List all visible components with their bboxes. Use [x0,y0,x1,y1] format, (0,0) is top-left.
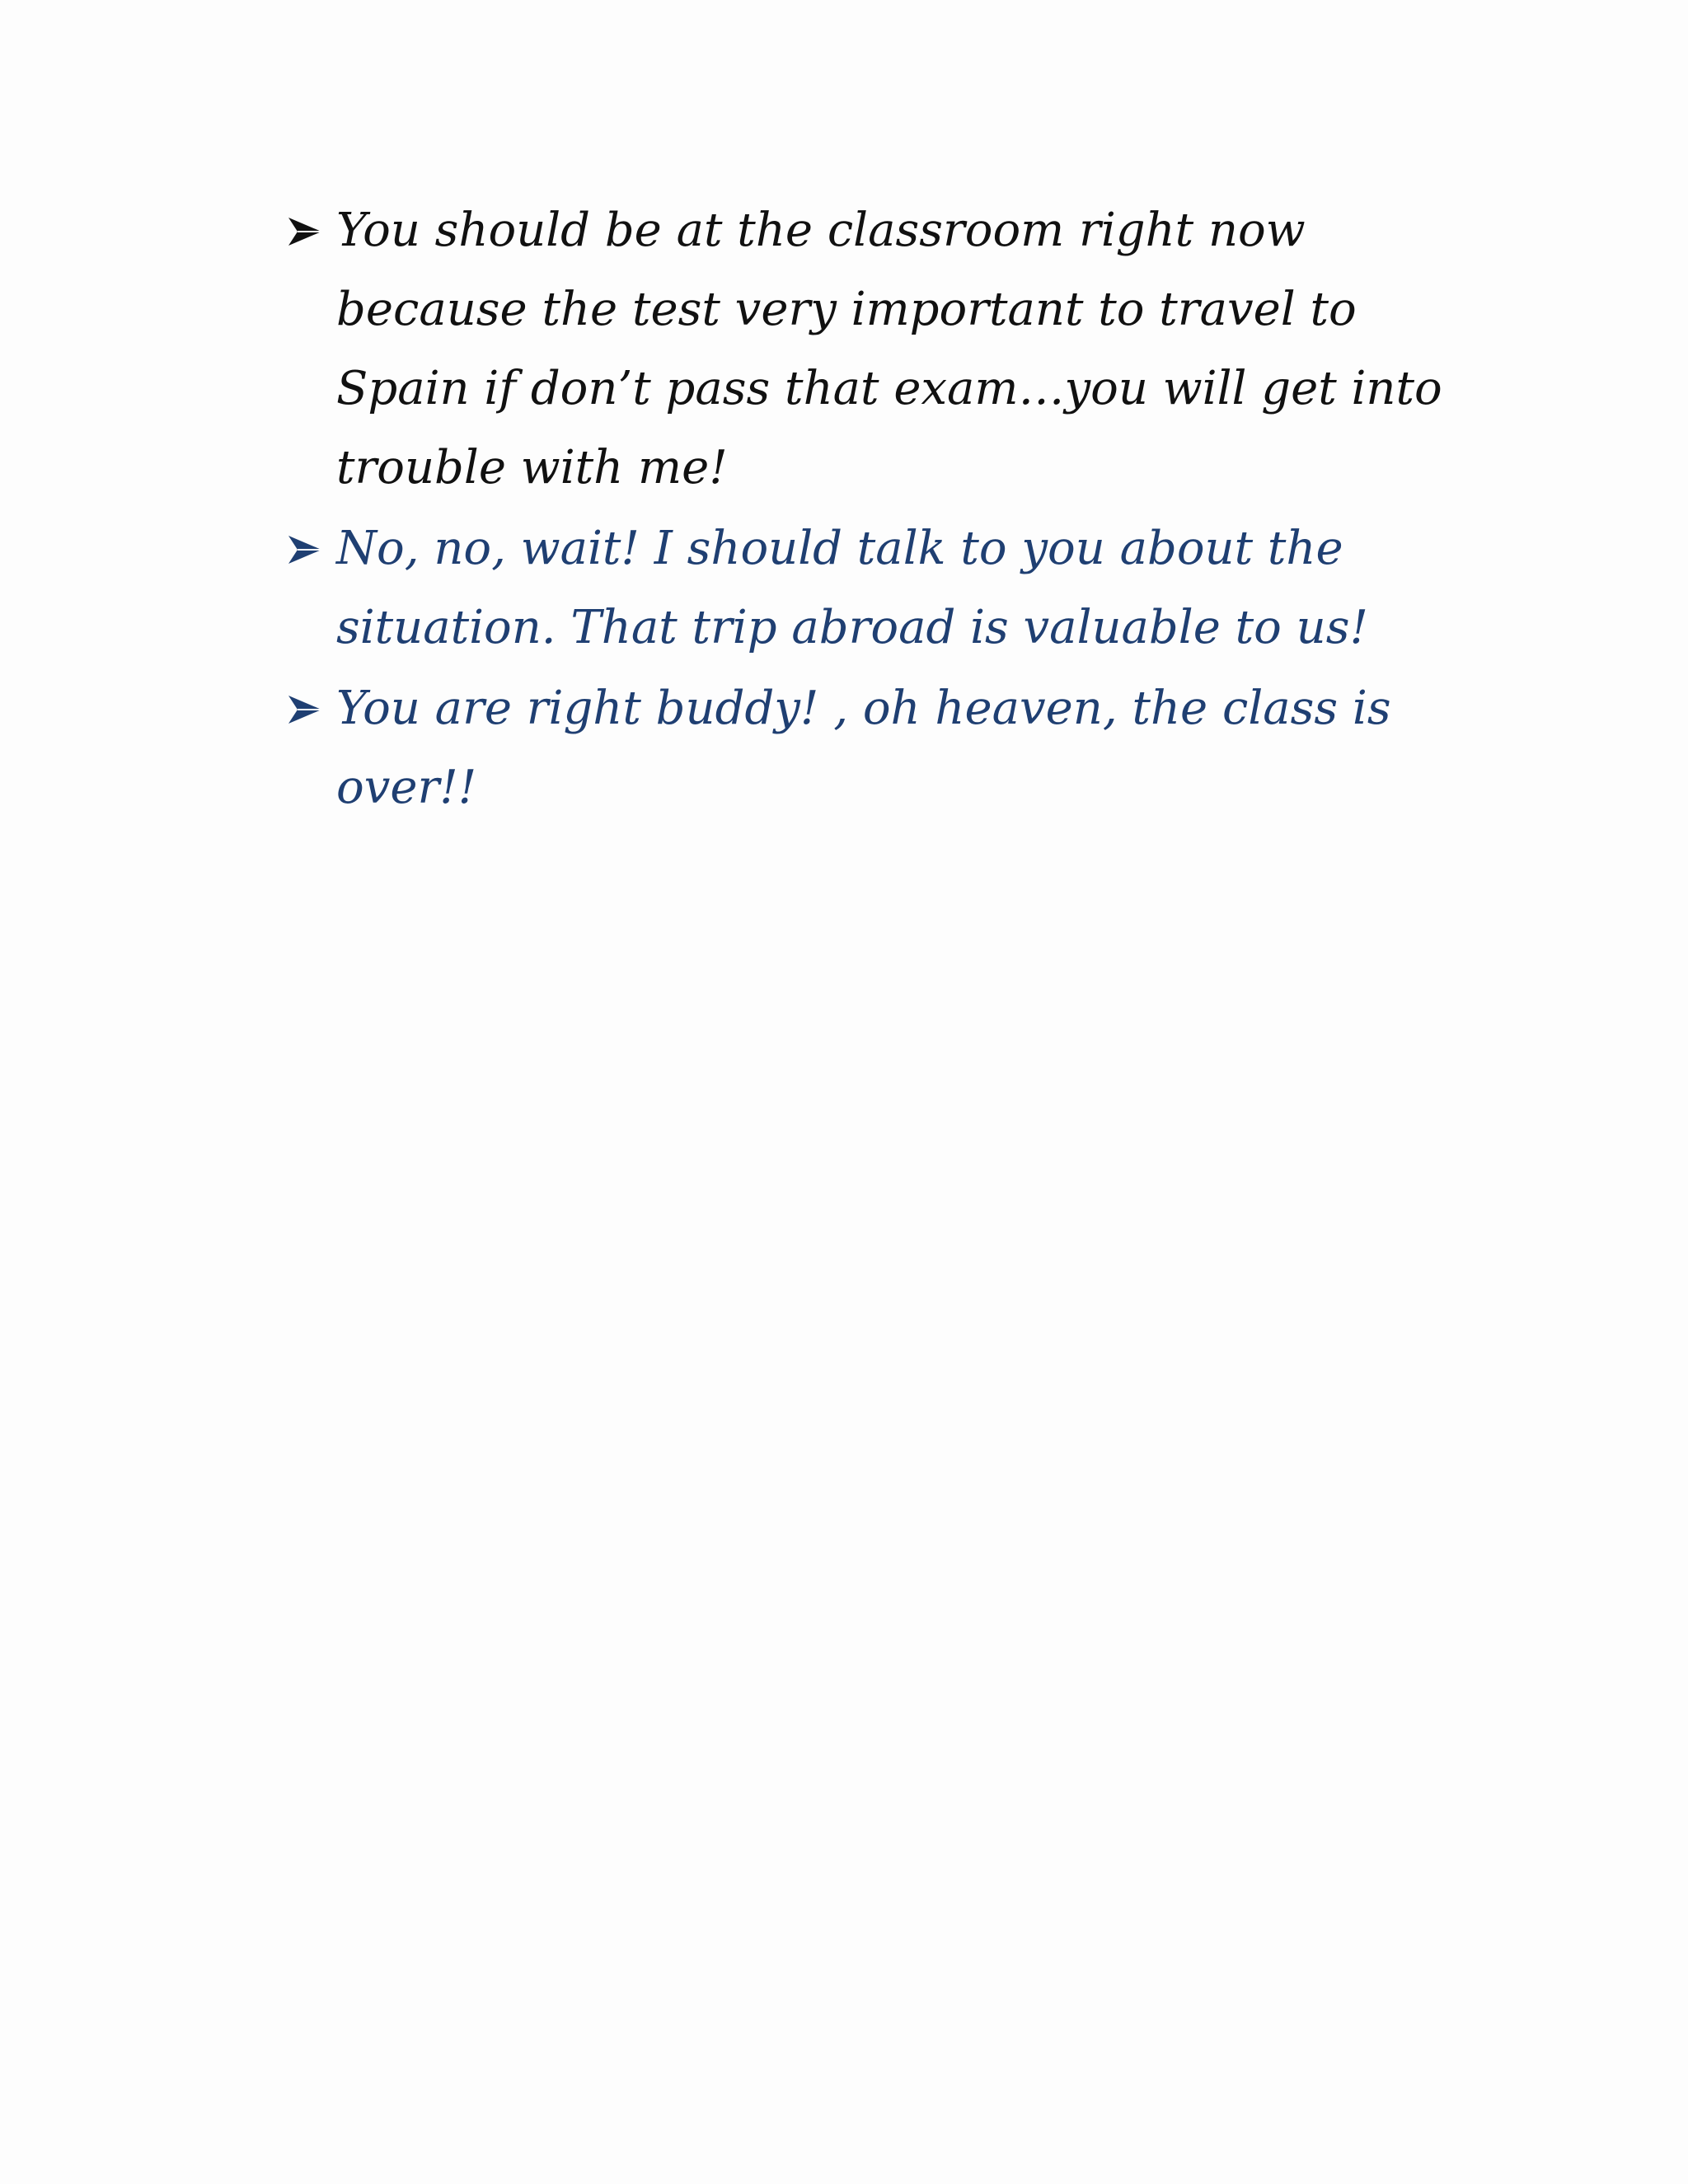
bullet-text: You should be at the classroom right now because the test very important to travel to Spain if don’t pass that exam…you will get into trouble with me! [336,204,1442,494]
bullet-item-3 [280,669,1451,827]
bullet-item-2 [280,509,1451,668]
arrowhead-bullet-icon [287,694,323,725]
bullet-item-1 [280,191,1451,508]
bullet-text: No, no, wait! I should talk to you about the situation. That trip abroad is valuable to us! [336,522,1368,654]
arrowhead-bullet-icon [287,534,323,565]
dialogue-bullet-list [280,191,1451,829]
arrowhead-bullet-icon [287,216,323,247]
bullet-text: You are right buddy! , oh heaven, the class is over!! [336,682,1391,814]
